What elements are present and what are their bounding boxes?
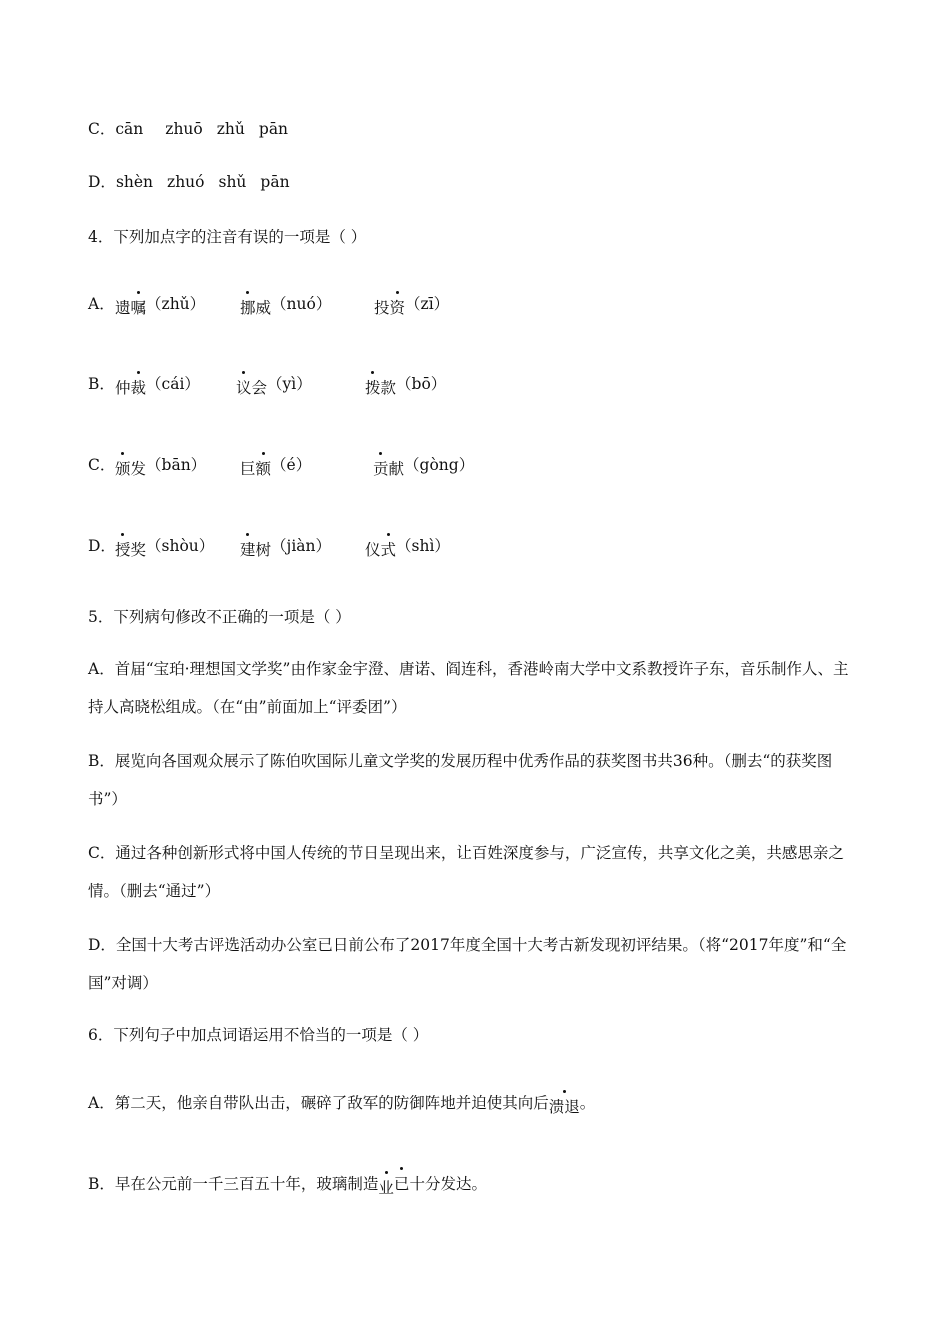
- pinyin-item: zhuó: [167, 173, 205, 191]
- pinyin-item: shèn: [115, 173, 154, 191]
- word-char: 奖: [130, 541, 147, 559]
- q5-stem: 5．下列病句修改不正确的一项是（ ）: [88, 608, 351, 626]
- pinyin: （shòu）: [146, 537, 215, 555]
- q4-b-word-1: [115, 373, 200, 395]
- dotted-char: 颁: [115, 460, 131, 478]
- dotted-char: 授: [115, 541, 131, 559]
- q5-option-b: B．展览向各国观众展示了陈伯吹国际儿童文学奖的发展历程中优秀作品的获奖图书共36种。（删去“的获奖图书”）: [88, 752, 833, 808]
- q4-d-word-3: [365, 535, 450, 557]
- option-label: A．: [88, 295, 115, 313]
- dotted-char: 资: [389, 299, 406, 317]
- pinyin: （zhǔ）: [146, 295, 206, 313]
- dotted-char: 裁: [130, 379, 147, 397]
- q3-option-c: [88, 118, 288, 140]
- pinyin-item: zhuō: [165, 120, 203, 138]
- pinyin: （yì）: [267, 375, 312, 393]
- q4-a-word-1: [115, 293, 205, 315]
- q3-option-d: [88, 171, 290, 193]
- word-char: 投: [374, 299, 390, 317]
- word-char: 献: [388, 460, 405, 478]
- q5-option-a: A．首届“宝珀·理想国文学奖”由作家金宇澄、唐诺、阎连科，香港岭南大学中文系教授许子东，音乐制作人、主持人高晓松组成。（在“由”前面加上“评委团”）: [88, 660, 849, 716]
- q6-option-b: [88, 1173, 487, 1195]
- q4-d-word-2: [240, 535, 331, 557]
- pinyin-item: pān: [260, 173, 290, 191]
- pinyin: （é）: [271, 456, 312, 474]
- dotted-char: 嘱: [130, 299, 147, 317]
- pinyin-item: shǔ: [218, 173, 247, 191]
- word-char: 仲: [115, 379, 131, 397]
- word-char: 遗: [115, 299, 131, 317]
- q4-b-word-2: [236, 373, 312, 395]
- dotted-char: 挪: [240, 299, 256, 317]
- word-char: 会: [251, 379, 268, 397]
- option-label: B．: [88, 375, 115, 393]
- pinyin: （gòng）: [404, 456, 475, 474]
- option-label: D．: [88, 537, 116, 555]
- dotted-word: 溃退: [548, 1098, 580, 1116]
- dotted-char: 贡: [373, 460, 389, 478]
- q4-a-word-2: [240, 293, 331, 315]
- pinyin: （jiàn）: [271, 537, 332, 555]
- q4-c-word-1: [115, 454, 206, 476]
- q6-stem: 6．下列句子中加点词语运用不恰当的一项是（ ）: [88, 1026, 429, 1044]
- sentence-text: B．早在公元前一千三百五十年，玻璃制造: [88, 1175, 379, 1193]
- word-char: 款: [380, 379, 397, 397]
- q4-d-word-1: [115, 535, 214, 557]
- word-char: 仪: [365, 541, 381, 559]
- q5-option-d: D．全国十大考古评选活动办公室已日前公布了2017年度全国十大考古新发现初评结果。（将“2017年度”和“全国”对调）: [88, 936, 847, 992]
- pinyin-item: zhǔ: [216, 120, 245, 138]
- dotted-char: 议: [236, 379, 252, 397]
- q4-stem: 4．下列加点字的注音有误的一项是（ ）: [88, 228, 367, 246]
- dotted-char: 拨: [365, 379, 381, 397]
- option-label: D．: [88, 173, 116, 191]
- dotted-char: 已: [393, 1175, 410, 1193]
- word-char: 巨: [240, 460, 256, 478]
- q6-option-a: [88, 1092, 595, 1114]
- dotted-char: 业: [378, 1179, 394, 1197]
- pinyin: （nuó）: [271, 295, 332, 313]
- pinyin-item: pān: [258, 120, 289, 138]
- sentence-text: 。: [579, 1094, 596, 1112]
- dotted-char: 建: [240, 541, 256, 559]
- q4-c-word-2: [240, 454, 311, 476]
- sentence-text: A．第二天，他亲自带队出击，碾碎了敌军的防御阵地并迫使其向后: [88, 1094, 549, 1112]
- pinyin: （bān）: [146, 456, 207, 474]
- pinyin-item: cān: [115, 120, 144, 138]
- q4-c-word-3: [373, 454, 474, 476]
- word-char: 威: [255, 299, 272, 317]
- word-char: 树: [255, 541, 272, 559]
- pinyin: （zī）: [405, 295, 450, 313]
- pinyin: （shì）: [396, 537, 450, 555]
- q5-option-c: C．通过各种创新形式将中国人传统的节日呈现出来，让百姓深度参与，广泛宣传，共享文化之美，共感思亲之情。（删去“通过”）: [88, 844, 844, 900]
- pinyin: （cái）: [146, 375, 200, 393]
- dotted-char: 额: [255, 460, 272, 478]
- pinyin: （bō）: [396, 375, 447, 393]
- dotted-char: 式: [380, 541, 397, 559]
- word-char: 发: [130, 460, 147, 478]
- sentence-text: 十分发达。: [409, 1175, 487, 1193]
- q4-b-word-3: [365, 373, 446, 395]
- option-label: C．: [88, 456, 116, 474]
- option-label: C．: [88, 120, 116, 138]
- q4-a-word-3: [374, 293, 449, 315]
